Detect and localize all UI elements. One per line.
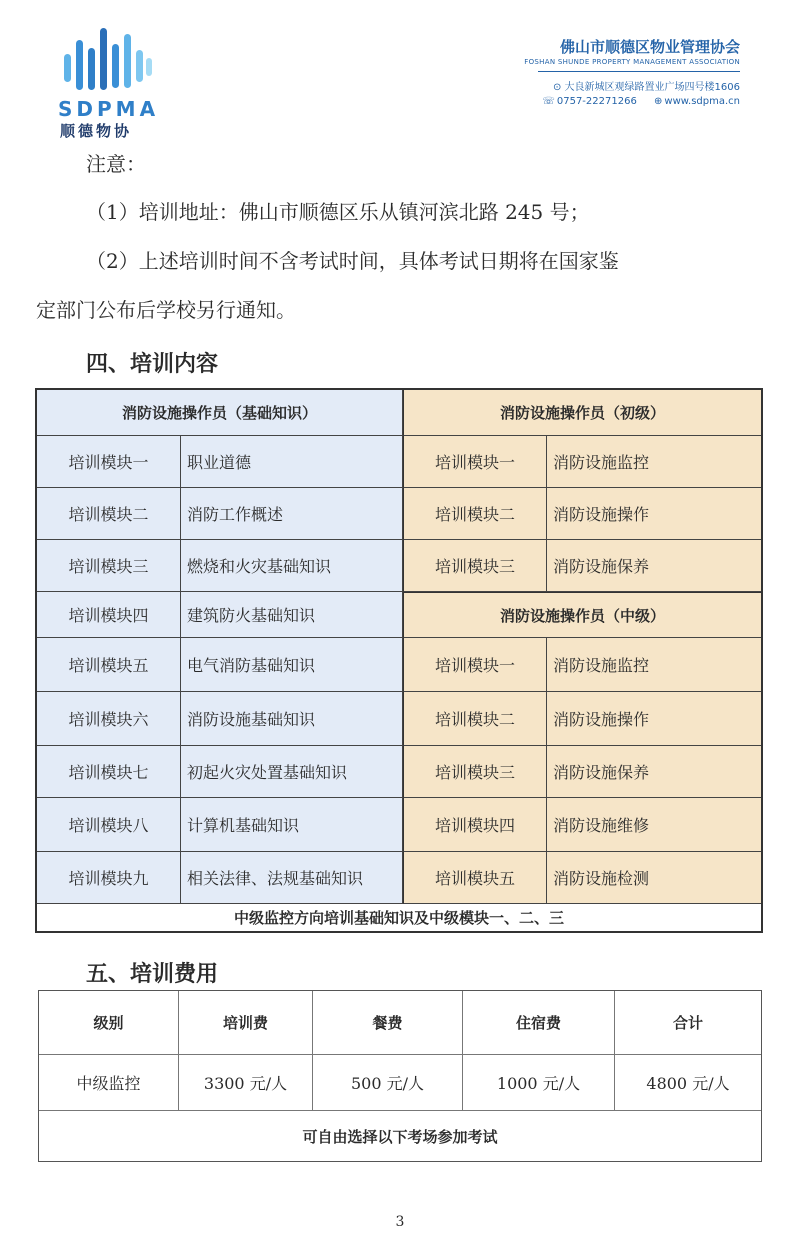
basic-module-name: 培训模块三 <box>37 540 181 592</box>
basic-knowledge-header: 消防设施操作员（基础知识） <box>37 390 403 436</box>
basic-module-name: 培训模块七 <box>37 746 181 798</box>
organization-name-english: FOSHAN SHUNDE PROPERTY MANAGEMENT ASSOCIATION <box>524 58 740 66</box>
logo-text: SDPMA <box>58 97 160 121</box>
location-pin-icon: ⊙ <box>552 82 562 93</box>
fee-column-header: 培训费 <box>179 991 313 1055</box>
basic-module-content: 计算机基础知识 <box>181 798 403 852</box>
basic-module-name: 培训模块二 <box>37 488 181 540</box>
note-item-2-line-2: 定部门公布后学校另行通知。 <box>36 298 296 322</box>
sdpma-logo-icon <box>62 24 154 98</box>
junior-module-name: 培训模块二 <box>403 488 547 540</box>
page-number: 3 <box>395 1214 405 1230</box>
fee-cell-accommodation: 1000 元/人 <box>463 1055 615 1111</box>
junior-module-name: 培训模块三 <box>403 540 547 592</box>
intermediate-module-name: 培训模块四 <box>403 798 547 852</box>
phone-icon: ☏ <box>542 96 555 107</box>
note-item-2-line-1: （2）上述培训时间不含考试时间，具体考试日期将在国家鉴 <box>86 249 619 273</box>
website-link[interactable]: www.sdpma.cn <box>664 96 740 107</box>
basic-module-content: 初起火灾处置基础知识 <box>181 746 403 798</box>
basic-module-name: 培训模块五 <box>37 638 181 692</box>
junior-module-content: 消防设施操作 <box>547 488 761 540</box>
organization-address <box>553 78 740 93</box>
basic-module-name: 培训模块一 <box>37 436 181 488</box>
intermediate-module-name: 培训模块二 <box>403 692 547 746</box>
basic-module-content: 消防工作概述 <box>181 488 403 540</box>
intermediate-module-content: 消防设施保养 <box>547 746 761 798</box>
fee-cell-total: 4800 元/人 <box>615 1055 761 1111</box>
basic-module-content: 建筑防火基础知识 <box>181 592 403 638</box>
letterhead <box>0 0 800 140</box>
intermediate-level-header: 消防设施操作员（中级） <box>403 592 761 638</box>
fee-cell-training: 3300 元/人 <box>179 1055 313 1111</box>
organization-contact <box>528 96 740 107</box>
phone-text: 0757-22271266 <box>556 96 637 107</box>
intermediate-module-content: 消防设施检测 <box>547 852 761 904</box>
fee-column-header: 住宿费 <box>463 991 615 1055</box>
basic-module-content: 消防设施基础知识 <box>181 692 403 746</box>
junior-module-name: 培训模块一 <box>403 436 547 488</box>
notes-title: 注意： <box>86 152 146 176</box>
fee-cell-meals: 500 元/人 <box>313 1055 463 1111</box>
basic-module-content: 相关法律、法规基础知识 <box>181 852 403 904</box>
globe-icon: ⊕ <box>654 96 663 107</box>
training-content-table <box>35 388 763 933</box>
basic-module-name: 培训模块八 <box>37 798 181 852</box>
address-text: 大良新城区观绿路置业广场四号楼1606 <box>564 82 740 93</box>
fee-cell-level: 中级监控 <box>39 1055 179 1111</box>
intermediate-module-content: 消防设施操作 <box>547 692 761 746</box>
basic-module-name: 培训模块六 <box>37 692 181 746</box>
junior-level-header: 消防设施操作员（初级） <box>403 390 761 436</box>
intermediate-module-name: 培训模块三 <box>403 746 547 798</box>
junior-module-content: 消防设施保养 <box>547 540 761 592</box>
fee-column-header: 餐费 <box>313 991 463 1055</box>
basic-module-name: 培训模块四 <box>37 592 181 638</box>
basic-module-content: 职业道德 <box>181 436 403 488</box>
section-4-title: 四、培训内容 <box>86 352 219 377</box>
note-item-1: （1）培训地址：佛山市顺德区乐从镇河滨北路 245 号； <box>86 200 590 224</box>
section-5-title: 五、培训费用 <box>86 962 219 987</box>
training-table-footer: 中级监控方向培训基础知识及中级模块一、二、三 <box>37 904 761 931</box>
fee-column-header: 级别 <box>39 991 179 1055</box>
organization-name: 佛山市顺德区物业管理协会 <box>559 38 740 56</box>
header-divider <box>538 71 740 72</box>
logo-chinese-text: 顺德物协 <box>60 122 133 140</box>
intermediate-module-content: 消防设施维修 <box>547 798 761 852</box>
basic-module-content: 燃烧和火灾基础知识 <box>181 540 403 592</box>
intermediate-module-name: 培训模块一 <box>403 638 547 692</box>
intermediate-module-content: 消防设施监控 <box>547 638 761 692</box>
training-fee-table <box>38 990 762 1162</box>
fee-table-footer: 可自由选择以下考场参加考试 <box>302 1127 498 1146</box>
basic-module-content: 电气消防基础知识 <box>181 638 403 692</box>
fee-column-header: 合计 <box>615 991 761 1055</box>
junior-module-content: 消防设施监控 <box>547 436 761 488</box>
intermediate-module-name: 培训模块五 <box>403 852 547 904</box>
basic-module-name: 培训模块九 <box>37 852 181 904</box>
